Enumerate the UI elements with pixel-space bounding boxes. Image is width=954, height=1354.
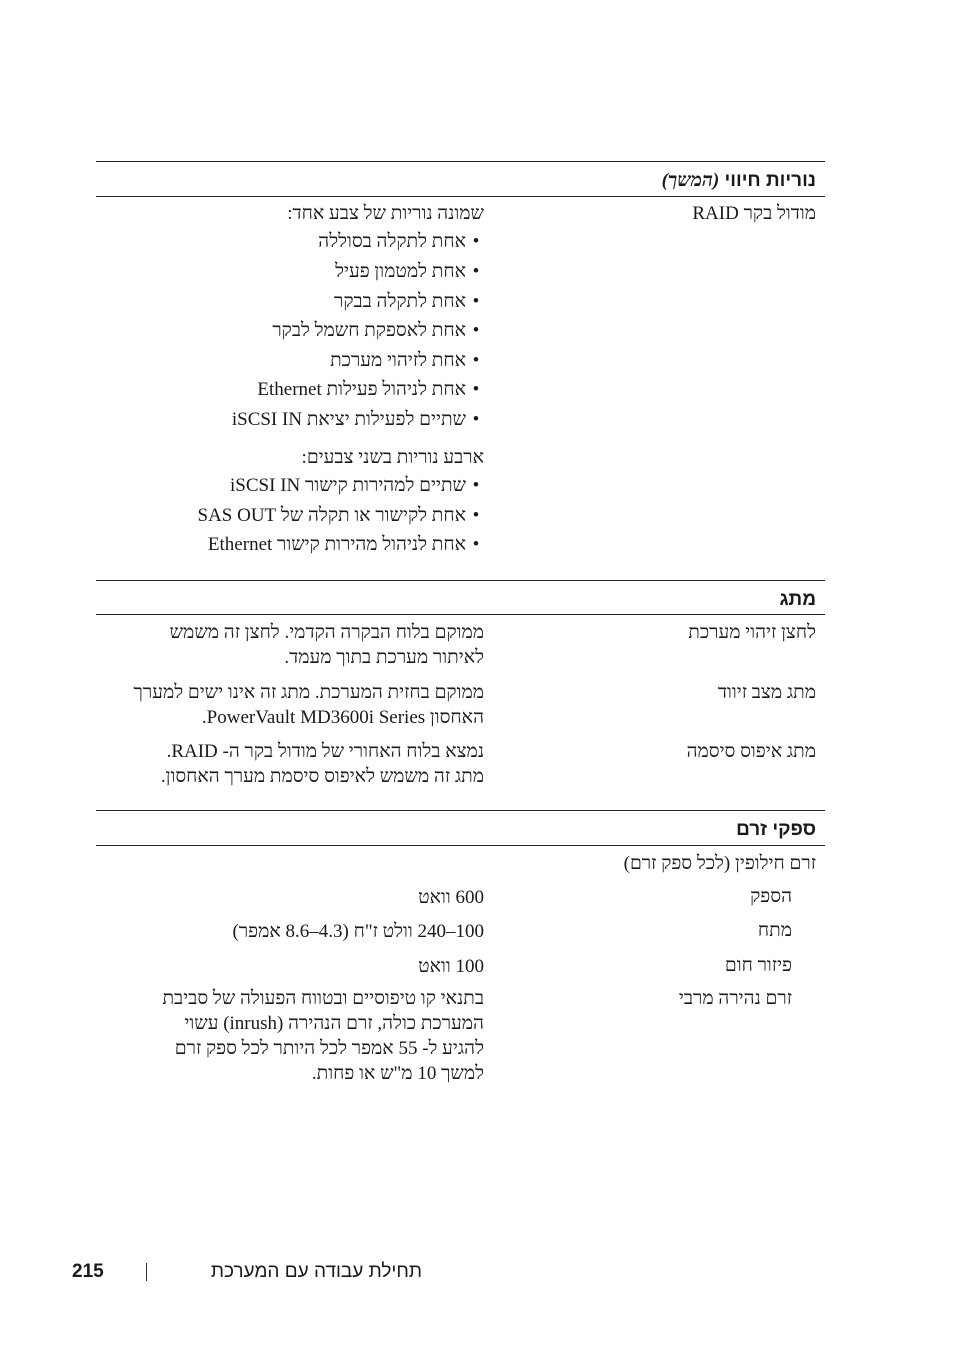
row-label-ac-power: זרם חילופין (לכל ספק זרם) (623, 853, 816, 874)
list-item: •אחת לתקלה בבקר (333, 291, 480, 312)
row-label-system-id-button: לחצן זיהוי מערכת (688, 622, 816, 643)
row-desc-password-reset-switch: נמצא בלוח האחורי של מודול בקר ה- RAID. מתג זה משמש לאיפוס סיסמת מערך האחסון. (160, 741, 484, 787)
section-heading-power: ספקי זרם (736, 819, 816, 840)
row-label-heat-dissipation: פיזור חום (724, 955, 792, 976)
footer-chapter-title: תחילת עבודה עם המערכת (210, 1261, 422, 1282)
page-number: 215 (72, 1261, 104, 1282)
row-label-raid-module: מודול בקר RAID (692, 203, 816, 224)
list-item: •אחת לזיהוי מערכת (330, 350, 480, 371)
section-heading-switch: מתג (779, 589, 816, 610)
footer-divider (146, 1263, 147, 1281)
list-item: •אחת לניהול פעילות Ethernet (257, 379, 480, 400)
row-value-voltage: 100–240 וולט ז"ח (4.3–8.6 אמפר) (232, 921, 484, 942)
row-value-wattage: 600 וואט (418, 887, 484, 908)
section-rule-top (96, 580, 825, 581)
list-item: •שתיים לפעילות יציאת iSCSI IN (231, 409, 480, 430)
row-label-voltage: מתח (757, 920, 792, 941)
section-title-continued: (המשך) (661, 170, 720, 191)
section-rule-top (96, 161, 825, 162)
row-value-heat-dissipation: 100 וואט (418, 956, 484, 977)
list-item: •אחת לניהול מהירות קישור Ethernet (207, 534, 480, 555)
row-label-enclosure-mode-switch: מתג מצב זיווד (717, 682, 816, 703)
row-desc-inrush-current: בתנאי קו טיפוסיים ובטווח הפעולה של סביבת המערכת כולה, זרם הנהירה (inrush) עשוי להגיע ל- 55 אמפר לכל היותר לכל ספק זרם למשך 10 מ"ש או פחות. (162, 988, 484, 1084)
row-label-password-reset-switch: מתג איפוס סיסמה (686, 741, 816, 762)
section-title: נוריות חיווי (724, 170, 816, 191)
row-label-wattage: הספק (750, 886, 792, 907)
section-rule-bottom (96, 614, 825, 615)
section-rule-top (96, 810, 825, 811)
list-item: •אחת לתקלה בסוללה (318, 231, 480, 252)
section-heading-leds (662, 170, 816, 192)
list-item: •שתיים למהירות קישור iSCSI IN (230, 475, 480, 496)
led-group1-title: שמונה נוריות של צבע אחד: (287, 203, 484, 224)
led-group2-title: ארבע נוריות בשני צבעים: (301, 447, 484, 468)
row-label-inrush-current: זרם נהירה מרבי (678, 988, 792, 1009)
list-item: •אחת לאספקת חשמל לבקר (272, 320, 480, 341)
list-item: •אחת למטמון פעיל (335, 261, 480, 282)
row-desc-enclosure-mode-switch: ממוקם בחזית המערכת. מתג זה אינו ישים למערך האחסון PowerVault MD3600i Series. (133, 682, 484, 728)
row-desc-system-id-button: ממוקם בלוח הבקרה הקדמי. לחצן זה משמש לאיתור מערכת בתוך מעמד. (169, 622, 484, 668)
section-rule-bottom (96, 845, 825, 846)
section-rule-bottom (96, 196, 825, 197)
list-item: •אחת לקישור או תקלה של SAS OUT (197, 505, 480, 526)
